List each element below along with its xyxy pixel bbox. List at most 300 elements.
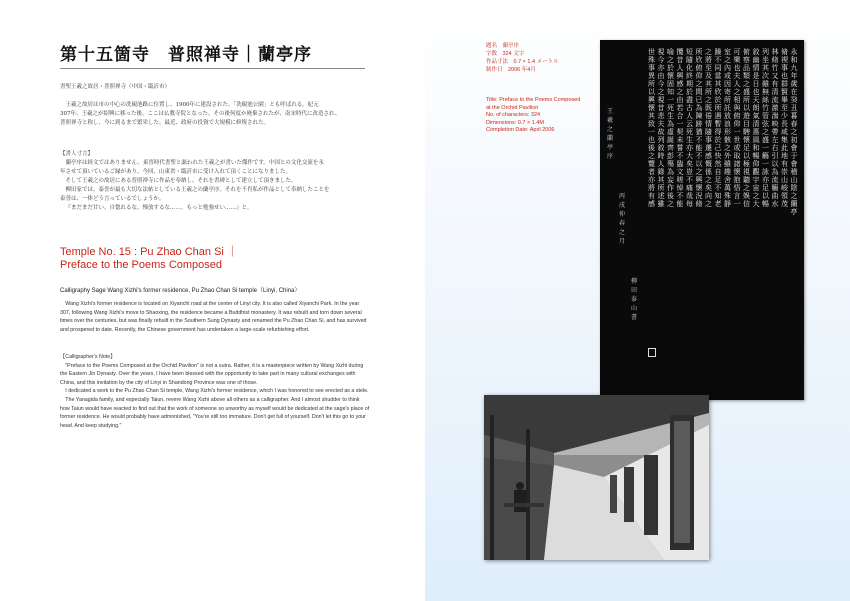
calligraphy-character: 趣 bbox=[724, 168, 731, 176]
calligraphy-character: 情 bbox=[752, 64, 760, 72]
seal-stamp-icon bbox=[648, 348, 656, 357]
calligraphy-character: 之 bbox=[705, 96, 712, 104]
calligraphy-character: 畢 bbox=[781, 96, 788, 104]
calligraphy-character: 竹 bbox=[771, 64, 779, 72]
calligraphy-character: 致 bbox=[648, 120, 655, 128]
calligraphy-character: 察 bbox=[743, 56, 750, 64]
calligraphy-character: 癸 bbox=[790, 96, 798, 104]
calligraphy-character: 老 bbox=[714, 200, 722, 208]
calligraphy-character: 之 bbox=[606, 126, 613, 133]
calligraphy-character: 禊 bbox=[781, 56, 788, 64]
calligraphy-character: 固 bbox=[667, 80, 674, 88]
calligraphy-character: 所 bbox=[714, 104, 722, 112]
calligraphy-character: 興 bbox=[676, 72, 684, 80]
info-en-line: at the Orchid Pavilion bbox=[486, 104, 539, 111]
calligraphy-character: 觴 bbox=[771, 184, 779, 192]
calligraphy-character: 之 bbox=[705, 48, 712, 56]
calligraphy-character: 會 bbox=[790, 144, 798, 152]
calligraphy-character: 詠 bbox=[762, 168, 769, 176]
calligraphy-character: 視 bbox=[743, 168, 750, 176]
calligraphy-character: 人 bbox=[657, 160, 665, 168]
english-note-paragraph: I dedicated a work to the Pu Zhao Chan Si temple, Wang Xizhi's former residence, which I was honored to see erected as a stele. bbox=[65, 388, 369, 395]
calligraphy-character: 之 bbox=[657, 88, 665, 96]
calligraphy-character: 林 bbox=[771, 48, 779, 56]
calligraphy-character: 或 bbox=[733, 144, 741, 152]
calligraphy-character: 世 bbox=[648, 48, 655, 56]
calligraphy-character: 取 bbox=[733, 152, 741, 160]
calligraphy-character: 之 bbox=[695, 168, 703, 176]
calligraphy-character: 所 bbox=[743, 96, 750, 104]
calligraphy-character: 能 bbox=[676, 200, 684, 208]
calligraphy-character: 其 bbox=[762, 64, 769, 72]
calligraphy-character: 極 bbox=[743, 160, 750, 168]
calligraphy-character: 泰 bbox=[630, 296, 637, 303]
calligraphy-character: 是 bbox=[752, 72, 760, 80]
jp-intro-line: 307年、王羲之が紹興に移った後、ここは仏教寺院となった。その後何度か廃棄されたが、南宋時代に改造され、 bbox=[60, 111, 341, 117]
calligraphy-character: 樂 bbox=[733, 56, 741, 64]
calligraphy-character: 之 bbox=[724, 56, 731, 64]
calligraphy-character: 惠 bbox=[752, 128, 760, 136]
calligraphy-character: 俯 bbox=[695, 64, 703, 72]
calligraphy-character: 觴 bbox=[762, 152, 769, 160]
calligraphy-character: 係 bbox=[705, 168, 712, 176]
calligraphy-character: 自 bbox=[714, 168, 722, 176]
calligraphy-character: 騁 bbox=[743, 128, 750, 136]
calligraphy-character: 之 bbox=[724, 144, 731, 152]
calligraphy-column bbox=[648, 48, 656, 208]
calligraphy-character: 暢 bbox=[752, 152, 760, 160]
calligraphy-character: 矣 bbox=[705, 184, 712, 192]
calligraphy-character: 也 bbox=[781, 72, 788, 80]
calligraphy-character: 盛 bbox=[743, 88, 750, 96]
calligraphy-character: 為 bbox=[667, 120, 674, 128]
calligraphy-column bbox=[695, 48, 703, 208]
calligraphy-character: 殤 bbox=[667, 160, 674, 168]
calligraphy-character: 亭 bbox=[790, 208, 798, 216]
calligraphy-character: 殊 bbox=[648, 56, 655, 64]
calligraphy-signature-text bbox=[630, 278, 638, 323]
calligraphy-column bbox=[686, 48, 694, 208]
calligraphy-character: 之 bbox=[618, 229, 625, 236]
calligraphy-character: 之 bbox=[733, 88, 741, 96]
calligraphy-character: 己 bbox=[714, 144, 722, 152]
calligraphy-character: 相 bbox=[733, 96, 741, 104]
calligraphy-character: 仰 bbox=[752, 160, 760, 168]
jp-subtitle: 書聖王羲之故居・普照禅寺（中国・臨沂市） bbox=[60, 84, 171, 90]
calligraphy-character: 人 bbox=[686, 112, 693, 120]
calligraphy-character: 靜 bbox=[724, 200, 731, 208]
calligraphy-character: 於 bbox=[714, 96, 722, 104]
calligraphy-character: 事 bbox=[781, 64, 788, 72]
calligraphy-character: 其 bbox=[705, 80, 712, 88]
calligraphy-column bbox=[657, 48, 665, 208]
calligraphy-character: 蘭 bbox=[790, 200, 798, 208]
calligraphy-character: 夫 bbox=[733, 72, 741, 80]
calligraphy-character: 未 bbox=[676, 136, 684, 144]
jp-note-line: 柳田家では、泰誉が最も大切な法帖としている王羲之の蘭亭序。それを不肖私が作品として奉納したことを bbox=[65, 187, 330, 193]
calligraphy-column bbox=[667, 48, 675, 208]
calligraphy-character: 丑 bbox=[790, 104, 798, 112]
calligraphy-character: 文 bbox=[676, 168, 684, 176]
calligraphy-character: 一 bbox=[676, 120, 684, 128]
info-jp-line: 字数 324 文字 bbox=[486, 51, 525, 57]
calligraphy-character: 不 bbox=[714, 184, 722, 192]
calligraphy-character: 妄 bbox=[667, 176, 674, 184]
calligraphy-character: 之 bbox=[667, 56, 674, 64]
calligraphy-character: 視 bbox=[657, 48, 665, 56]
calligraphy-character: 短 bbox=[686, 48, 693, 56]
calligraphy-character: 將 bbox=[648, 184, 655, 192]
calligraphy-character: 俯 bbox=[733, 112, 741, 120]
calligraphy-character: 內 bbox=[724, 64, 731, 72]
calligraphy-character: 興 bbox=[648, 96, 655, 104]
info-jp-line: 題名 蘭亭序 bbox=[486, 43, 520, 49]
calligraphy-character: 倦 bbox=[705, 112, 712, 120]
calligraphy-character: 亦 bbox=[657, 64, 665, 72]
calligraphy-character: 間 bbox=[695, 88, 703, 96]
calligraphy-character: 既 bbox=[705, 104, 712, 112]
calligraphy-character: 弦 bbox=[762, 120, 769, 128]
calligraphy-character: 錄 bbox=[657, 168, 665, 176]
calligraphy-character: 地 bbox=[781, 152, 788, 160]
calligraphy-character: 一 bbox=[667, 96, 674, 104]
calligraphy-character: 山 bbox=[781, 176, 788, 184]
calligraphy-character: 書 bbox=[630, 314, 637, 321]
calligraphy-character: 生 bbox=[686, 136, 693, 144]
calligraphy-character: 大 bbox=[686, 152, 693, 160]
calligraphy-character: 化 bbox=[686, 64, 693, 72]
info-en-line: No. of characters: 324 bbox=[486, 112, 541, 119]
calligraphy-character: 以 bbox=[771, 160, 779, 168]
calligraphy-character: 齊 bbox=[667, 144, 674, 152]
calligraphy-character: 之 bbox=[762, 128, 769, 136]
calligraphy-character: 感 bbox=[705, 152, 712, 160]
calligraphy-character: 不 bbox=[686, 176, 693, 184]
calligraphy-character: 隨 bbox=[705, 128, 712, 136]
calligraphy-character: 及 bbox=[705, 72, 712, 80]
calligraphy-character: 彭 bbox=[667, 152, 674, 160]
page-title: 第十五箇寺 普照禅寺｜蘭亭序 bbox=[60, 45, 312, 65]
calligraphy-character: 知 bbox=[667, 88, 674, 96]
calligraphy-character: 之 bbox=[790, 128, 798, 136]
calligraphy-character: 以 bbox=[695, 160, 703, 168]
calligraphy-character: 帶 bbox=[771, 128, 779, 136]
calligraphy-column bbox=[743, 48, 751, 208]
calligraphy-character: 映 bbox=[771, 120, 779, 128]
calligraphy-character: 至 bbox=[705, 64, 712, 72]
calligraphy-character: 脩 bbox=[781, 48, 788, 56]
info-en-line: Completion Date: April 2006 bbox=[486, 127, 555, 134]
english-intro bbox=[60, 300, 370, 334]
calligraphy-character: 流 bbox=[771, 96, 779, 104]
calligraphy-character: 曲 bbox=[771, 192, 779, 200]
calligraphy-character: 仰 bbox=[695, 72, 703, 80]
calligraphy-character: 盡 bbox=[686, 96, 693, 104]
jp-intro-line: 普照禅寺と称し、今に到るまで繁栄した。最近、政府の投資で大規模に修復された。 bbox=[60, 120, 270, 126]
info-jp-line: 制作日 2006 年4月 bbox=[486, 67, 536, 73]
calligraphy-character: 期 bbox=[686, 80, 693, 88]
calligraphy-character: 浪 bbox=[724, 120, 731, 128]
calligraphy-character: 室 bbox=[724, 48, 731, 56]
calligraphy-column bbox=[752, 48, 760, 208]
calligraphy-character: 一 bbox=[733, 200, 741, 208]
calligraphy-character: 丙 bbox=[618, 193, 625, 200]
calligraphy-character: 云 bbox=[686, 120, 693, 128]
calligraphy-column bbox=[771, 48, 779, 208]
calligraphy-character: 言 bbox=[733, 192, 741, 200]
calligraphy-character: 於 bbox=[667, 64, 674, 72]
english-heading bbox=[60, 246, 238, 272]
calligraphy-character: 集 bbox=[781, 136, 788, 144]
english-note-heading: 【Calligrapher's Note】 bbox=[60, 354, 116, 360]
calligraphy-character: 至 bbox=[781, 104, 788, 112]
calligraphy-character: 向 bbox=[705, 192, 712, 200]
calligraphy-character: 觀 bbox=[752, 168, 760, 176]
calligraphy-character: 之 bbox=[648, 152, 655, 160]
calligraphy-character: 慨 bbox=[705, 160, 712, 168]
calligraphy-character: 于 bbox=[790, 152, 798, 160]
calligraphy-character: 舍 bbox=[724, 176, 731, 184]
calligraphy-column bbox=[762, 48, 770, 208]
calligraphy-character: 大 bbox=[752, 200, 760, 208]
calligraphy-character: 之 bbox=[695, 80, 703, 88]
calligraphy-character: 亦 bbox=[648, 176, 655, 184]
info-en-line: Title: Preface to the Poems Composed bbox=[486, 97, 581, 103]
calligraphy-character: 清 bbox=[771, 88, 779, 96]
calligraphy-character: 和 bbox=[790, 56, 798, 64]
calligraphy-character: 目 bbox=[743, 120, 750, 128]
calligraphy-character: 作 bbox=[667, 184, 674, 192]
calligraphy-signature-text bbox=[618, 193, 626, 247]
calligraphy-character: 今 bbox=[657, 56, 665, 64]
calligraphy-character: 夫 bbox=[657, 120, 665, 128]
calligraphy-character: 為 bbox=[695, 104, 703, 112]
calligraphy-column bbox=[714, 48, 722, 208]
calligraphy-character: 為 bbox=[771, 168, 779, 176]
calligraphy-character: 託 bbox=[724, 104, 731, 112]
calligraphy-character: 之 bbox=[705, 176, 712, 184]
calligraphy-character: 信 bbox=[743, 200, 750, 208]
calligraphy-character: 跡 bbox=[695, 120, 703, 128]
calligraphy-character: 咸 bbox=[781, 128, 788, 136]
calligraphy-character: 朗 bbox=[752, 104, 760, 112]
calligraphy-character: 也 bbox=[648, 136, 655, 144]
calligraphy-character: 躁 bbox=[714, 48, 722, 56]
calligraphy-character: 宙 bbox=[752, 184, 760, 192]
calligraphy-character: 暮 bbox=[790, 112, 798, 120]
calligraphy-character: 其 bbox=[657, 176, 665, 184]
calligraphy-character: 矣 bbox=[686, 160, 693, 168]
calligraphy-character: 亦 bbox=[762, 176, 769, 184]
calligraphy-character: 興 bbox=[695, 176, 703, 184]
calligraphy-character: 懷 bbox=[648, 104, 655, 112]
jp-note-line: そして王羲之の故居にある普照禅寺に作品を奉納し、それを書碑として建立して頂きました。 bbox=[65, 178, 297, 184]
calligraphy-character: 嘗 bbox=[676, 144, 684, 152]
calligraphy-character: 骸 bbox=[724, 136, 731, 144]
jp-note bbox=[60, 150, 370, 213]
calligraphy-column bbox=[676, 48, 684, 208]
calligraphy-character: 俯 bbox=[743, 48, 750, 56]
calligraphy-character: 賢 bbox=[781, 88, 788, 96]
calligraphy-character: 臨 bbox=[676, 160, 684, 168]
calligraphy-character: 然 bbox=[714, 160, 722, 168]
calligraphy-character: 陳 bbox=[695, 112, 703, 120]
corridor-illustration bbox=[484, 395, 709, 560]
calligraphy-character: 遷 bbox=[705, 144, 712, 152]
calligraphy-character: 諸 bbox=[733, 160, 741, 168]
calligraphy-character: 仰 bbox=[733, 120, 741, 128]
calligraphy-character: 古 bbox=[686, 104, 693, 112]
calligraphy-character: 者 bbox=[648, 168, 655, 176]
calligraphy-character: 已 bbox=[695, 96, 703, 104]
calligraphy-character: 視 bbox=[657, 96, 665, 104]
calligraphy-character: 湍 bbox=[771, 112, 779, 120]
calligraphy-character: 不 bbox=[676, 192, 684, 200]
calligraphy-character: 由 bbox=[657, 72, 665, 80]
calligraphy-character: 事 bbox=[648, 64, 655, 72]
jp-intro bbox=[60, 101, 370, 128]
calligraphy-character: 所 bbox=[648, 80, 655, 88]
calligraphy-character: 一 bbox=[648, 128, 655, 136]
jp-intro-line: 王羲之故居は市の中心の洗硯池路に位置し、1900年に建設された。「洗硯池公園」とも呼ばれる。紀元 bbox=[65, 102, 319, 108]
calligraphy-character: 坐 bbox=[762, 56, 769, 64]
calligraphy-character: 流 bbox=[771, 176, 779, 184]
calligraphy-character: 管 bbox=[762, 112, 769, 120]
jp-note-line: 蘭亭序は経文ではありません。東晋時代書聖と謳われた王羲之が書いた傑作です。中国との文化交流を永 bbox=[65, 160, 324, 166]
calligraphy-character: 情 bbox=[705, 120, 712, 128]
calligraphy-character: 攬 bbox=[676, 48, 684, 56]
calligraphy-column bbox=[705, 48, 713, 208]
calligraphy-character: 有 bbox=[781, 160, 788, 168]
calligraphy-character: 或 bbox=[724, 72, 731, 80]
calligraphy-signature-text bbox=[606, 108, 614, 162]
calligraphy-character: 豈 bbox=[686, 168, 693, 176]
calligraphy-character: 氣 bbox=[752, 112, 760, 120]
calligraphy-character: 抱 bbox=[733, 176, 741, 184]
calligraphy-character: 此 bbox=[781, 144, 788, 152]
calligraphy-character: 外 bbox=[724, 152, 731, 160]
calligraphy-character: 清 bbox=[752, 120, 760, 128]
calligraphy-character: 之 bbox=[752, 192, 760, 200]
calligraphy-character: 悟 bbox=[733, 184, 741, 192]
english-note-paragraph: The Yanagida family, and especially Taiun, revere Wang Xizhi above all others as a calligrapher. And I almost shudder to think how Taiun would have reacted to find out that the work of someone so unworthy as myself would be dedicated at the sage's place of former residence. He would probably have admonished, "You're still too immature. Don't get full of yourself. Don't let this go to your head. And keep studying." bbox=[60, 396, 370, 429]
artwork-info-english bbox=[486, 97, 580, 135]
calligraphy-character: 不 bbox=[676, 152, 684, 160]
calligraphy-character: 雖 bbox=[724, 160, 731, 168]
calligraphy-character: 九 bbox=[790, 64, 798, 72]
calligraphy-character: 同 bbox=[714, 64, 722, 72]
calligraphy-character: 山 bbox=[630, 305, 637, 312]
calligraphy-character: 春 bbox=[790, 120, 798, 128]
calligraphy-character: 初 bbox=[790, 136, 798, 144]
calligraphy-character: 可 bbox=[733, 48, 741, 56]
calligraphy-character: 亭 bbox=[606, 144, 613, 151]
calligraphy-character: 今 bbox=[657, 80, 665, 88]
jp-note-line: 泰誉は、一体どう言っているでしょうか。 bbox=[60, 196, 165, 202]
title-divider bbox=[60, 68, 365, 69]
calligraphy-character: 無 bbox=[762, 88, 769, 96]
calligraphy-character: 也 bbox=[733, 64, 741, 72]
calligraphy-character: 於 bbox=[686, 88, 693, 96]
calligraphy-character: 激 bbox=[771, 104, 779, 112]
calligraphy-character: 峻 bbox=[781, 184, 788, 192]
calligraphy-character: 柳 bbox=[630, 278, 637, 285]
calligraphy-character: 隨 bbox=[686, 56, 693, 64]
calligraphy-character: 山 bbox=[790, 176, 798, 184]
calligraphy-character: 殊 bbox=[724, 192, 731, 200]
calligraphy-character: 又 bbox=[771, 72, 779, 80]
english-note-paragraph: "Preface to the Poems Composed at the Orchid Pavilion" is not a sutra. Rather, it is a masterpiece written by Wang Xizhi during the Eastern Jin Dynasty. Over the years, I have been blessed with the opportunity to take part in many cultural exchanges with China, and this invitation by the city of Linyi in Shandong Province was one of those. bbox=[60, 362, 364, 386]
calligraphy-character: 脩 bbox=[695, 200, 703, 208]
calligraphy-character: 日 bbox=[752, 80, 760, 88]
english-note bbox=[60, 353, 370, 430]
calligraphy-character: 遇 bbox=[714, 112, 722, 120]
calligraphy-character: 之 bbox=[705, 200, 712, 208]
calligraphy-character: 有 bbox=[771, 80, 779, 88]
calligraphy-character: 哉 bbox=[686, 192, 693, 200]
calligraphy-character: 所 bbox=[695, 48, 703, 56]
calligraphy-character: 陰 bbox=[790, 184, 798, 192]
calligraphy-character: 每 bbox=[686, 200, 693, 208]
calligraphy-character: 所 bbox=[705, 88, 712, 96]
calligraphy-artwork bbox=[600, 40, 804, 400]
calligraphy-character: 不 bbox=[695, 152, 703, 160]
calligraphy-character: 所 bbox=[657, 184, 665, 192]
calligraphy-character: 長 bbox=[781, 120, 788, 128]
calligraphy-character: 少 bbox=[781, 112, 788, 120]
calligraphy-character: 生 bbox=[667, 112, 674, 120]
calligraphy-character: 足 bbox=[714, 176, 722, 184]
calligraphy-character: 將 bbox=[705, 56, 712, 64]
calligraphy-character: 有 bbox=[648, 192, 655, 200]
calligraphy-character: 雖 bbox=[657, 200, 665, 208]
calligraphy-character: 和 bbox=[752, 144, 760, 152]
calligraphy-character: 以 bbox=[762, 192, 769, 200]
calligraphy-character: 左 bbox=[771, 136, 779, 144]
calligraphy-character: 欣 bbox=[714, 88, 722, 96]
calligraphy-character: 人 bbox=[676, 64, 684, 72]
calligraphy-character: 幽 bbox=[752, 56, 760, 64]
jp-note-heading: 【書人寸言】 bbox=[60, 151, 94, 157]
calligraphy-character: 異 bbox=[648, 72, 655, 80]
calligraphy-character: 也 bbox=[752, 88, 760, 96]
calligraphy-character: 次 bbox=[762, 72, 769, 80]
calligraphy-character: 品 bbox=[743, 64, 750, 72]
calligraphy-character: 其 bbox=[714, 80, 722, 88]
calligraphy-character: 懷 bbox=[695, 184, 703, 192]
calligraphy-character: 絲 bbox=[762, 96, 769, 104]
info-en-line: Dimensions: 0.7 × 1.4M bbox=[486, 119, 544, 126]
calligraphy-character: 之 bbox=[743, 80, 750, 88]
calligraphy-character: 一 bbox=[762, 144, 769, 152]
calligraphy-character: 因 bbox=[724, 80, 731, 88]
calligraphy-character: 崇 bbox=[781, 168, 788, 176]
calligraphy-character: 年 bbox=[790, 72, 798, 80]
calligraphy-character: 由 bbox=[676, 96, 684, 104]
calligraphy-character: 足 bbox=[743, 144, 750, 152]
calligraphy-character: 萬 bbox=[724, 184, 731, 192]
calligraphy-character: 時 bbox=[657, 152, 665, 160]
calligraphy-character: 終 bbox=[686, 72, 693, 80]
calligraphy-character: 敘 bbox=[752, 48, 760, 56]
calligraphy-character: 於 bbox=[714, 136, 722, 144]
calligraphy-character: 天 bbox=[752, 96, 760, 104]
calligraphy-character: 一 bbox=[762, 160, 769, 168]
calligraphy-character: 虛 bbox=[667, 128, 674, 136]
calligraphy-character: 春 bbox=[618, 220, 625, 227]
jp-note-line: 『まだまだ甘い。自惚れるな。慢放するな……。もっと勉強せい……』と。 bbox=[65, 205, 253, 211]
jp-note-line: 年させて頂いているご縁があり、今回、山東省・臨沂市に受け入れて頂くことになりました。 bbox=[60, 169, 292, 175]
